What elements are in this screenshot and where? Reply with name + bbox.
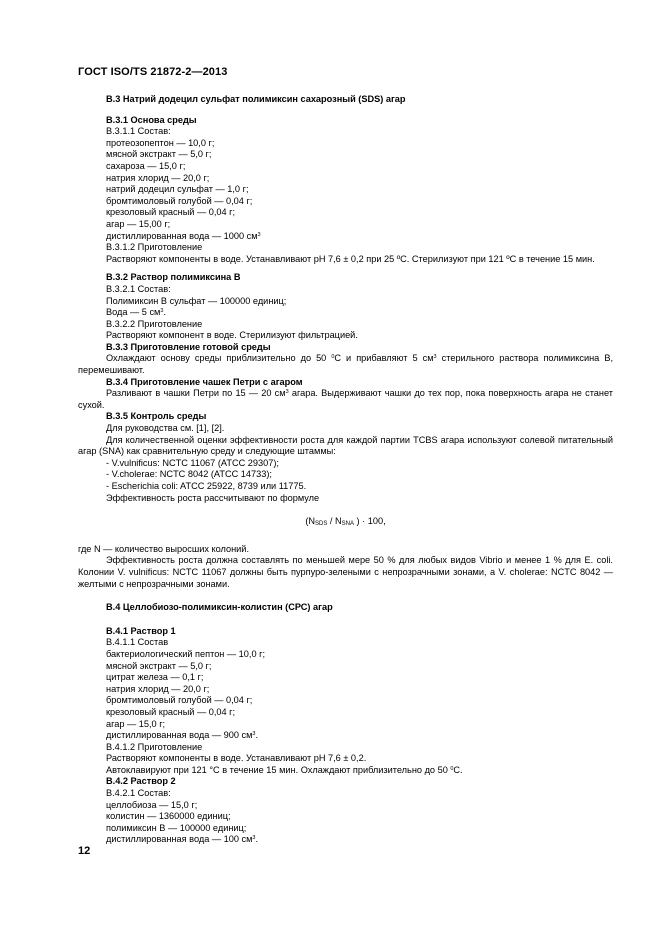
b312-text: Растворяют компоненты в воде. Устанавливают pH 7,6 ± 0,2 при 25 ºС. Стерилизуют при 121 ºС в течение 15 мин.: [106, 253, 595, 264]
b35-quant-text: Для количественной оценки эффективности роста для каждой партии TCBS агара используют солевой питательный агар (SNA) как сравнительную среду и следующие штаммы:: [78, 434, 613, 457]
b311-label: В.3.1.1 Состав:: [106, 126, 171, 137]
b41-water: дистиллированная вода — 900 $см^3$.: [106, 730, 259, 741]
b33-text: Охлаждают основу среды приблизительно до 50 $^0$С и прибавляют 5 $см^3$ стерильного раствора полимиксина В, перемешивают.: [78, 353, 613, 376]
b312-label: В.3.1.2 Приготовление: [106, 242, 203, 253]
subsection-b33-heading: В.3.3 Приготовление готовой среды: [106, 341, 271, 352]
b31-ingredient: крезоловый красный — 0,04 г;: [106, 207, 236, 218]
b31-ingredient: мясной экстракт — 5,0 г;: [106, 149, 212, 160]
subsection-b34-heading: В.3.4 Приготовление чашек Петри с агаром: [106, 376, 303, 387]
b421-label: В.4.2.1 Состав:: [106, 788, 171, 799]
b41-ingredient: мясной экстракт — 5,0 г;: [106, 660, 212, 671]
strain-item: - Escherichia coli: ATCC 25922, 8739 или 11775.: [106, 481, 307, 491]
b412-label: В.4.1.2 Приготовление: [106, 741, 203, 752]
growth-formula: ($N_{SDS} / N_{SNA}$ ) · 100,: [305, 516, 386, 528]
b32-water: Вода — 5 $см^3$.: [106, 307, 166, 318]
subsection-b35-heading: В.3.5 Контроль среды: [106, 411, 207, 422]
document-header: ГОСТ ISO/TS 21872-2—2013: [78, 66, 228, 78]
formula-intro: Эффективность роста рассчитывают по формуле: [106, 492, 320, 503]
b31-ingredient: натрий додецил сульфат — 1,0 г;: [106, 184, 249, 195]
b31-ingredient: бромтимоловый голубой — 0,04 г;: [106, 195, 253, 206]
b411-label: В.4.1.1 Состав: [106, 637, 169, 648]
b41-ingredient: бромтимоловый голубой — 0,04 г;: [106, 695, 253, 706]
b34-text: Разливают в чашки Петри по 15 — 20 $см^3$ агара. Выдерживают чашки до тех пор, пока поверхность агара не станет сухой.: [78, 388, 613, 410]
b41-ingredient: натрия хлорид — 20,0 г;: [106, 683, 210, 694]
b42-ingredient: целлобиоза — 15,0 г;: [106, 799, 198, 810]
strain-item: - V.vulnificus: NCTC 11067 (ATCC 29307);: [106, 457, 279, 468]
page-number: 12: [78, 845, 91, 857]
b31-ingredient: агар — 15,00 г;: [106, 218, 171, 229]
b322-label: В.3.2.2 Приготовление: [106, 318, 203, 329]
b31-water: дистиллированная вода — 1000 $см^3$: [106, 230, 261, 241]
efficiency-text: Эффективность роста должна составлять по меньшей мере 50 % для любых видов Vibrio и менее 1 % для E. coli. Колонии V. vulnificus: NCTC 11067 должны быть пурпуро-зелеными с непрозрачными зонами, а V. cholerae: NCTC 8042 — желтыми с непрозрачными зонами.: [78, 555, 613, 589]
b35-guide: Для руководства см. [1], [2].: [106, 423, 225, 434]
b412-text: Растворяют компоненты в воде. Устанавливают pH 7,6 ± 0,2.: [106, 753, 367, 764]
subsection-b32-heading: В.3.2 Раствор полимиксина В: [106, 272, 241, 283]
section-b3-title: В.3 Натрий додецил сульфат полимиксин сахарозный (SDS) агар: [106, 94, 406, 104]
b31-ingredient: протеозопептон — 10,0 г;: [106, 137, 215, 148]
subsection-b41-heading: В.4.1 Раствор 1: [106, 625, 176, 636]
b412-autoclave: Автоклавируют при 121 °С в течение 15 мин. Охлаждают приблизительно до 50 $^0$С.: [106, 764, 463, 775]
document-body: [78, 94, 613, 846]
b31-ingredient: натрия хлорид — 20,0 г;: [106, 172, 210, 183]
b42-ingredient: полимиксин В — 100000 единиц;: [106, 822, 247, 833]
b321-label: В.3.2.1 Состав:: [106, 283, 171, 294]
b41-ingredient: крезоловый красный — 0,04 г;: [106, 706, 236, 717]
b42-ingredient: колистин — 1360000 единиц;: [106, 811, 231, 822]
b322-text: Растворяют компонент в воде. Стерилизуют фильтрацией.: [106, 330, 358, 341]
subsection-b42-heading: В.4.2 Раствор 2: [106, 776, 176, 787]
b31-ingredient: сахароза — 15,0 г;: [106, 160, 186, 171]
b41-ingredient: агар — 15,0 г;: [106, 718, 166, 729]
formula-where: где N — количество выросших колоний.: [78, 543, 249, 554]
b32-ingredient: Полимиксин В сульфат — 100000 единиц;: [106, 295, 287, 306]
strain-item: - V.cholerae: NCTC 8042 (ATCC 14733);: [106, 469, 272, 480]
b41-ingredient: бактериологический пептон — 10,0 г;: [106, 648, 266, 659]
b41-ingredient: цитрат железа — 0,1 г;: [106, 672, 204, 683]
section-b4-title: В.4 Целлобиозо-полимиксин-колистин (СРС) агар: [106, 602, 333, 613]
subsection-b31-heading: В.3.1 Основа среды: [106, 114, 197, 125]
b42-water: дистиллированная вода — 100 $см^3$.: [106, 834, 259, 845]
